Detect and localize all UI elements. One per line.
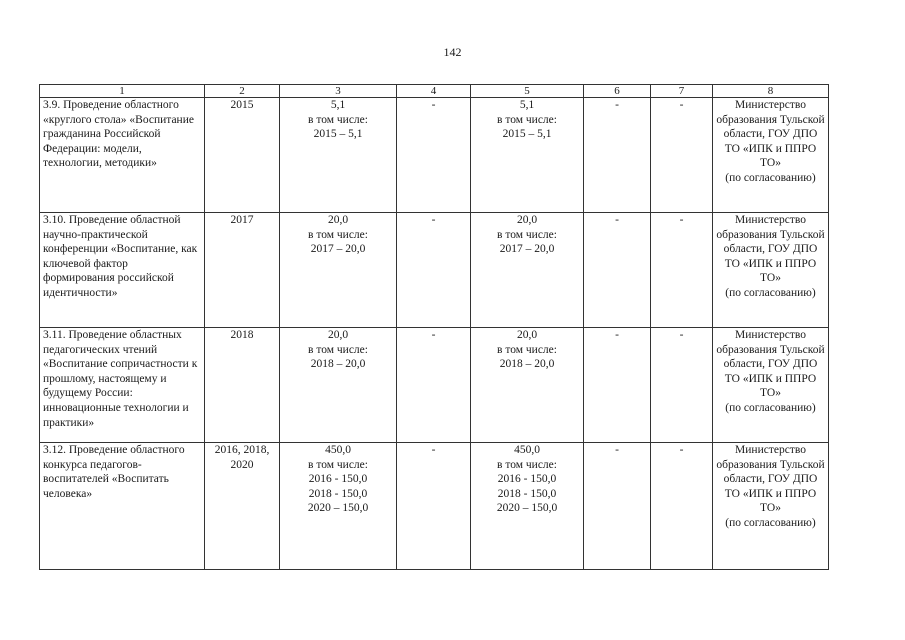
col7-cell: - [651,213,713,328]
column-header-7: 7 [651,85,713,98]
column-header-1: 1 [40,85,205,98]
activity-name-cell: 3.10. Проведение областной научно-практической конференции «Воспитание, как ключевой фактор формирования российской идентичности» [40,213,205,328]
activity-name-cell: 3.9. Проведение областного «круглого стола» «Воспитание гражданина Российской Федерации: модели, технологии, методики» [40,98,205,213]
table-row [40,213,829,328]
col5-funding-cell: 20,0 в том числе: 2017 – 20,0 [471,213,584,328]
col5-funding-cell: 450,0 в том числе: 2016 - 150,0 2018 - 150,0 2020 – 150,0 [471,443,584,570]
year-cell: 2015 [205,98,280,213]
col6-cell: - [584,443,651,570]
page-number: 142 [443,45,462,59]
year-cell: 2018 [205,328,280,443]
col6-cell: - [584,213,651,328]
col7-cell: - [651,443,713,570]
activity-name-cell: 3.12. Проведение областного конкурса педагогов-воспитателей «Воспитать человека» [40,443,205,570]
total-funding-cell: 20,0 в том числе: 2017 – 20,0 [280,213,397,328]
total-funding-cell: 5,1 в том числе: 2015 – 5,1 [280,98,397,213]
column-header-4: 4 [397,85,471,98]
responsible-cell: Министерство образования Тульской области, ГОУ ДПО ТО «ИПК и ППРО ТО» (по согласованию) [713,98,829,213]
column-header-8: 8 [713,85,829,98]
table-row [40,443,829,570]
col6-cell: - [584,328,651,443]
column-header-2: 2 [205,85,280,98]
col4-cell: - [397,213,471,328]
year-cell: 2016, 2018, 2020 [205,443,280,570]
col5-funding-cell: 5,1 в том числе: 2015 – 5,1 [471,98,584,213]
col6-cell: - [584,98,651,213]
table-row [40,98,829,213]
col4-cell: - [397,98,471,213]
col7-cell: - [651,328,713,443]
total-funding-cell: 20,0 в том числе: 2018 – 20,0 [280,328,397,443]
column-header-3: 3 [280,85,397,98]
column-header-6: 6 [584,85,651,98]
activity-name-cell: 3.11. Проведение областных педагогических чтений «Воспитание сопричастности к прошлому, настоящему и будущему России: инновационные технологии и практики» [40,328,205,443]
header-row [40,85,829,98]
table-row [40,328,829,443]
col5-funding-cell: 20,0 в том числе: 2018 – 20,0 [471,328,584,443]
program-table [39,84,829,570]
column-header-5: 5 [471,85,584,98]
year-cell: 2017 [205,213,280,328]
responsible-cell: Министерство образования Тульской области, ГОУ ДПО ТО «ИПК и ППРО ТО» (по согласованию) [713,213,829,328]
responsible-cell: Министерство образования Тульской области, ГОУ ДПО ТО «ИПК и ППРО ТО» (по согласованию) [713,328,829,443]
total-funding-cell: 450,0 в том числе: 2016 - 150,0 2018 - 150,0 2020 – 150,0 [280,443,397,570]
col4-cell: - [397,328,471,443]
responsible-cell: Министерство образования Тульской области, ГОУ ДПО ТО «ИПК и ППРО ТО» (по согласованию) [713,443,829,570]
col4-cell: - [397,443,471,570]
col7-cell: - [651,98,713,213]
